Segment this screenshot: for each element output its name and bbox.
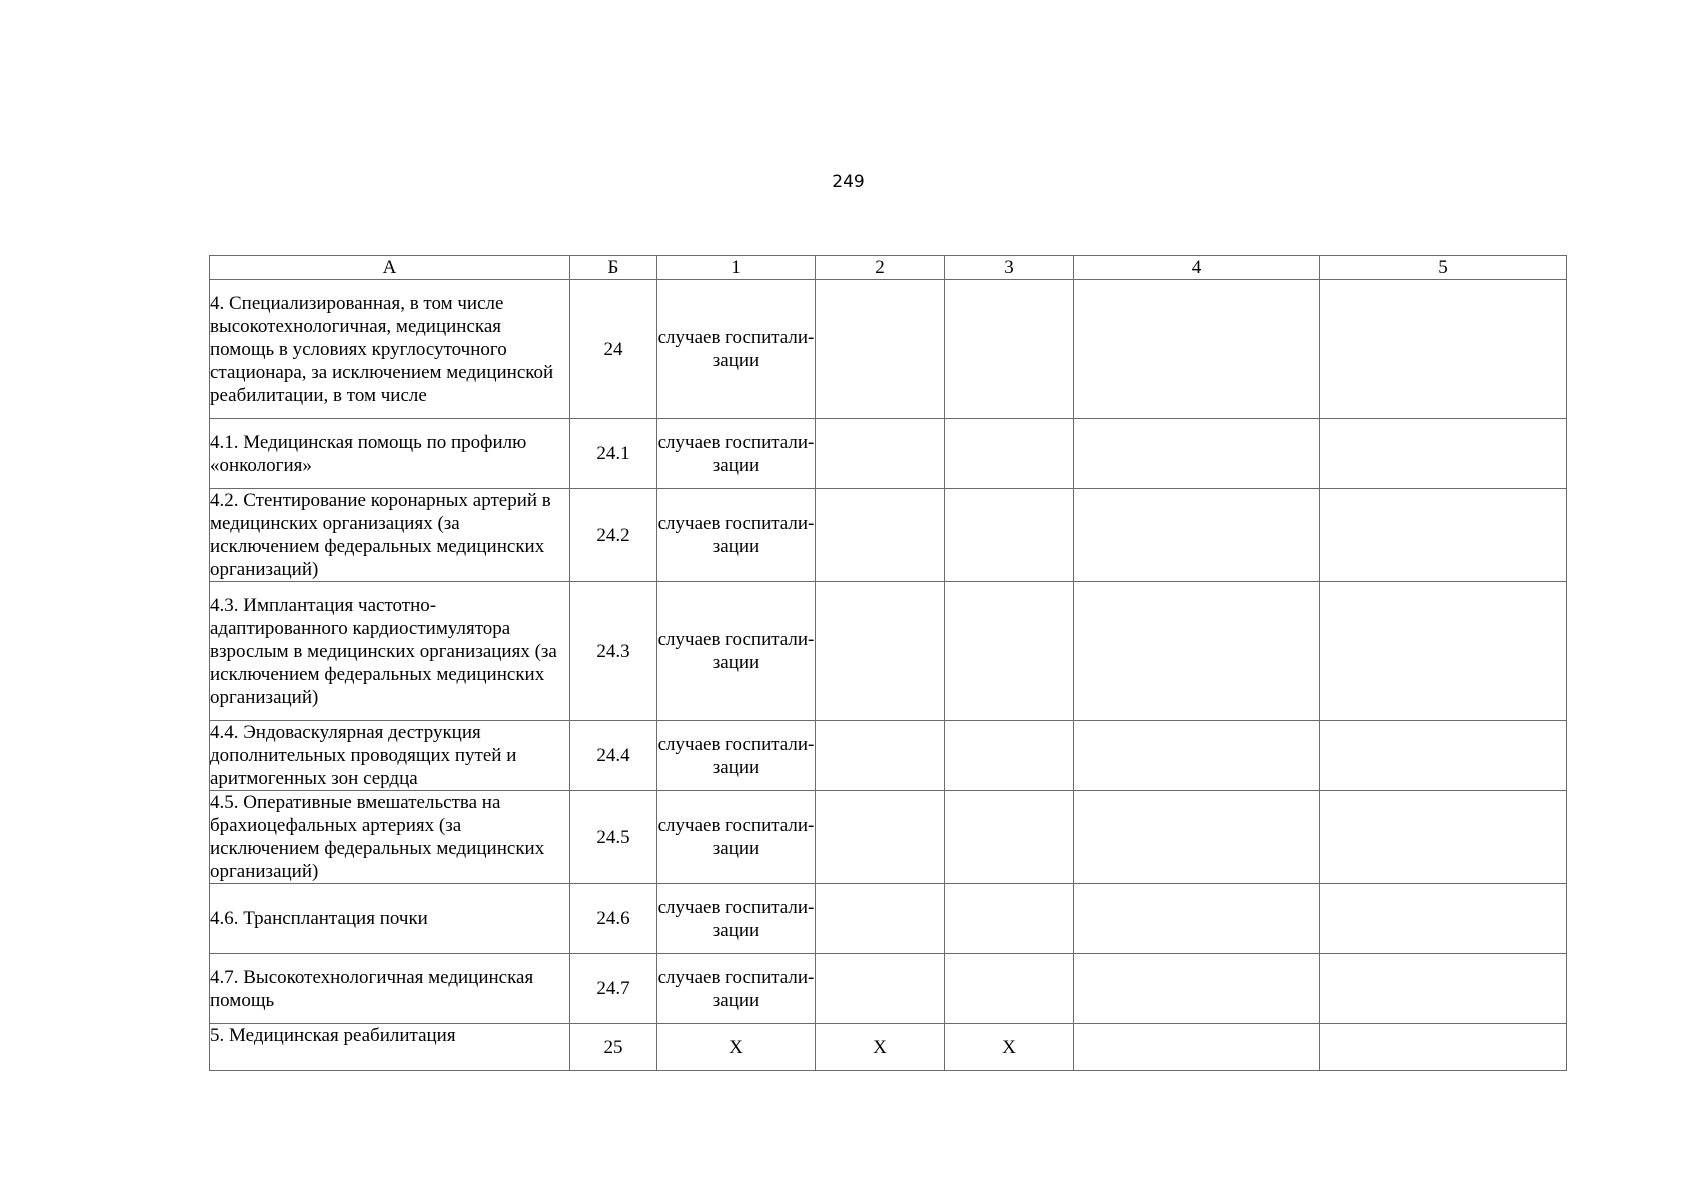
- header-cell-4: 4: [1074, 256, 1320, 280]
- row-code-cell: 25: [570, 1024, 657, 1071]
- row-unit-cell: Х: [657, 1024, 816, 1071]
- row-value-cell-5: [1320, 791, 1567, 884]
- row-value-cell-2: [816, 954, 945, 1024]
- row-name-cell: 4.5. Оперативные вмешательства на брахиоцефальных артериях (за исключением федеральных медицинских организаций): [210, 791, 570, 884]
- row-unit-cell: случаев госпитали-зации: [657, 582, 816, 721]
- data-table: [209, 255, 1567, 1071]
- header-cell-3: 3: [945, 256, 1074, 280]
- table-header-row: [210, 256, 1567, 280]
- row-value-cell-5: [1320, 721, 1567, 791]
- row-value-cell-5: [1320, 884, 1567, 954]
- row-name-cell: 4.7. Высокотехнологичная медицинская помощь: [210, 954, 570, 1024]
- row-code-cell: 24.1: [570, 419, 657, 489]
- row-value-cell-2: [816, 884, 945, 954]
- row-value-cell-4: [1074, 280, 1320, 419]
- header-cell-b: Б: [570, 256, 657, 280]
- row-value-cell-5: [1320, 1024, 1567, 1071]
- row-value-cell-5: [1320, 954, 1567, 1024]
- row-name-cell: 4.6. Трансплантация почки: [210, 884, 570, 954]
- row-value-cell-2: [816, 280, 945, 419]
- row-value-cell-5: [1320, 582, 1567, 721]
- row-value-cell-3: Х: [945, 1024, 1074, 1071]
- row-value-cell-3: [945, 791, 1074, 884]
- row-name-cell: 4.4. Эндоваскулярная деструкция дополнительных проводящих путей и аритмогенных зон сердца: [210, 721, 570, 791]
- row-name-cell: 5. Медицинская реабилитация: [210, 1024, 570, 1071]
- row-unit-cell: случаев госпитали-зации: [657, 280, 816, 419]
- row-value-cell-4: [1074, 489, 1320, 582]
- row-code-cell: 24.6: [570, 884, 657, 954]
- row-code-cell: 24.4: [570, 721, 657, 791]
- row-value-cell-2: [816, 791, 945, 884]
- page-number: 249: [832, 172, 865, 192]
- row-value-cell-3: [945, 954, 1074, 1024]
- row-code-cell: 24.3: [570, 582, 657, 721]
- row-name-cell: 4.3. Имплантация частотно-адаптированного кардиостимулятора взрослым в медицинских организациях (за исключением федеральных медицинских организаций): [210, 582, 570, 721]
- row-value-cell-3: [945, 721, 1074, 791]
- row-value-cell-5: [1320, 419, 1567, 489]
- row-unit-cell: случаев госпитали-зации: [657, 721, 816, 791]
- table-row: [210, 884, 1567, 954]
- row-value-cell-4: [1074, 884, 1320, 954]
- row-value-cell-4: [1074, 419, 1320, 489]
- table-row: [210, 489, 1567, 582]
- row-value-cell-2: [816, 489, 945, 582]
- row-value-cell-4: [1074, 954, 1320, 1024]
- header-cell-a: А: [210, 256, 570, 280]
- row-code-cell: 24.7: [570, 954, 657, 1024]
- row-name-cell: 4.1. Медицинская помощь по профилю «онкология»: [210, 419, 570, 489]
- row-unit-cell: случаев госпитали-зации: [657, 419, 816, 489]
- row-value-cell-4: [1074, 721, 1320, 791]
- table-row: [210, 280, 1567, 419]
- header-cell-2: 2: [816, 256, 945, 280]
- table-row: [210, 419, 1567, 489]
- table-row: [210, 791, 1567, 884]
- header-cell-1: 1: [657, 256, 816, 280]
- row-code-cell: 24.2: [570, 489, 657, 582]
- row-value-cell-2: Х: [816, 1024, 945, 1071]
- row-unit-cell: случаев госпитали-зации: [657, 489, 816, 582]
- row-value-cell-3: [945, 419, 1074, 489]
- row-value-cell-4: [1074, 582, 1320, 721]
- row-value-cell-5: [1320, 489, 1567, 582]
- table-row: [210, 582, 1567, 721]
- row-value-cell-5: [1320, 280, 1567, 419]
- row-code-cell: 24: [570, 280, 657, 419]
- row-code-cell: 24.5: [570, 791, 657, 884]
- row-value-cell-4: [1074, 1024, 1320, 1071]
- row-unit-cell: случаев госпитали-зации: [657, 954, 816, 1024]
- table-row: [210, 721, 1567, 791]
- row-unit-cell: случаев госпитали-зации: [657, 791, 816, 884]
- row-value-cell-3: [945, 280, 1074, 419]
- table-row: [210, 954, 1567, 1024]
- row-value-cell-2: [816, 582, 945, 721]
- row-value-cell-3: [945, 884, 1074, 954]
- row-value-cell-3: [945, 582, 1074, 721]
- table-row: [210, 1024, 1567, 1071]
- row-unit-cell: случаев госпитали-зации: [657, 884, 816, 954]
- row-value-cell-4: [1074, 791, 1320, 884]
- row-value-cell-2: [816, 419, 945, 489]
- row-value-cell-2: [816, 721, 945, 791]
- header-cell-5: 5: [1320, 256, 1567, 280]
- row-name-cell: 4. Специализированная, в том числе высокотехнологичная, медицинская помощь в условиях круглосуточного стационара, за исключением медицинской реабилитации, в том числе: [210, 280, 570, 419]
- row-name-cell: 4.2. Стентирование коронарных артерий в медицинских организациях (за исключением федеральных медицинских организаций): [210, 489, 570, 582]
- row-value-cell-3: [945, 489, 1074, 582]
